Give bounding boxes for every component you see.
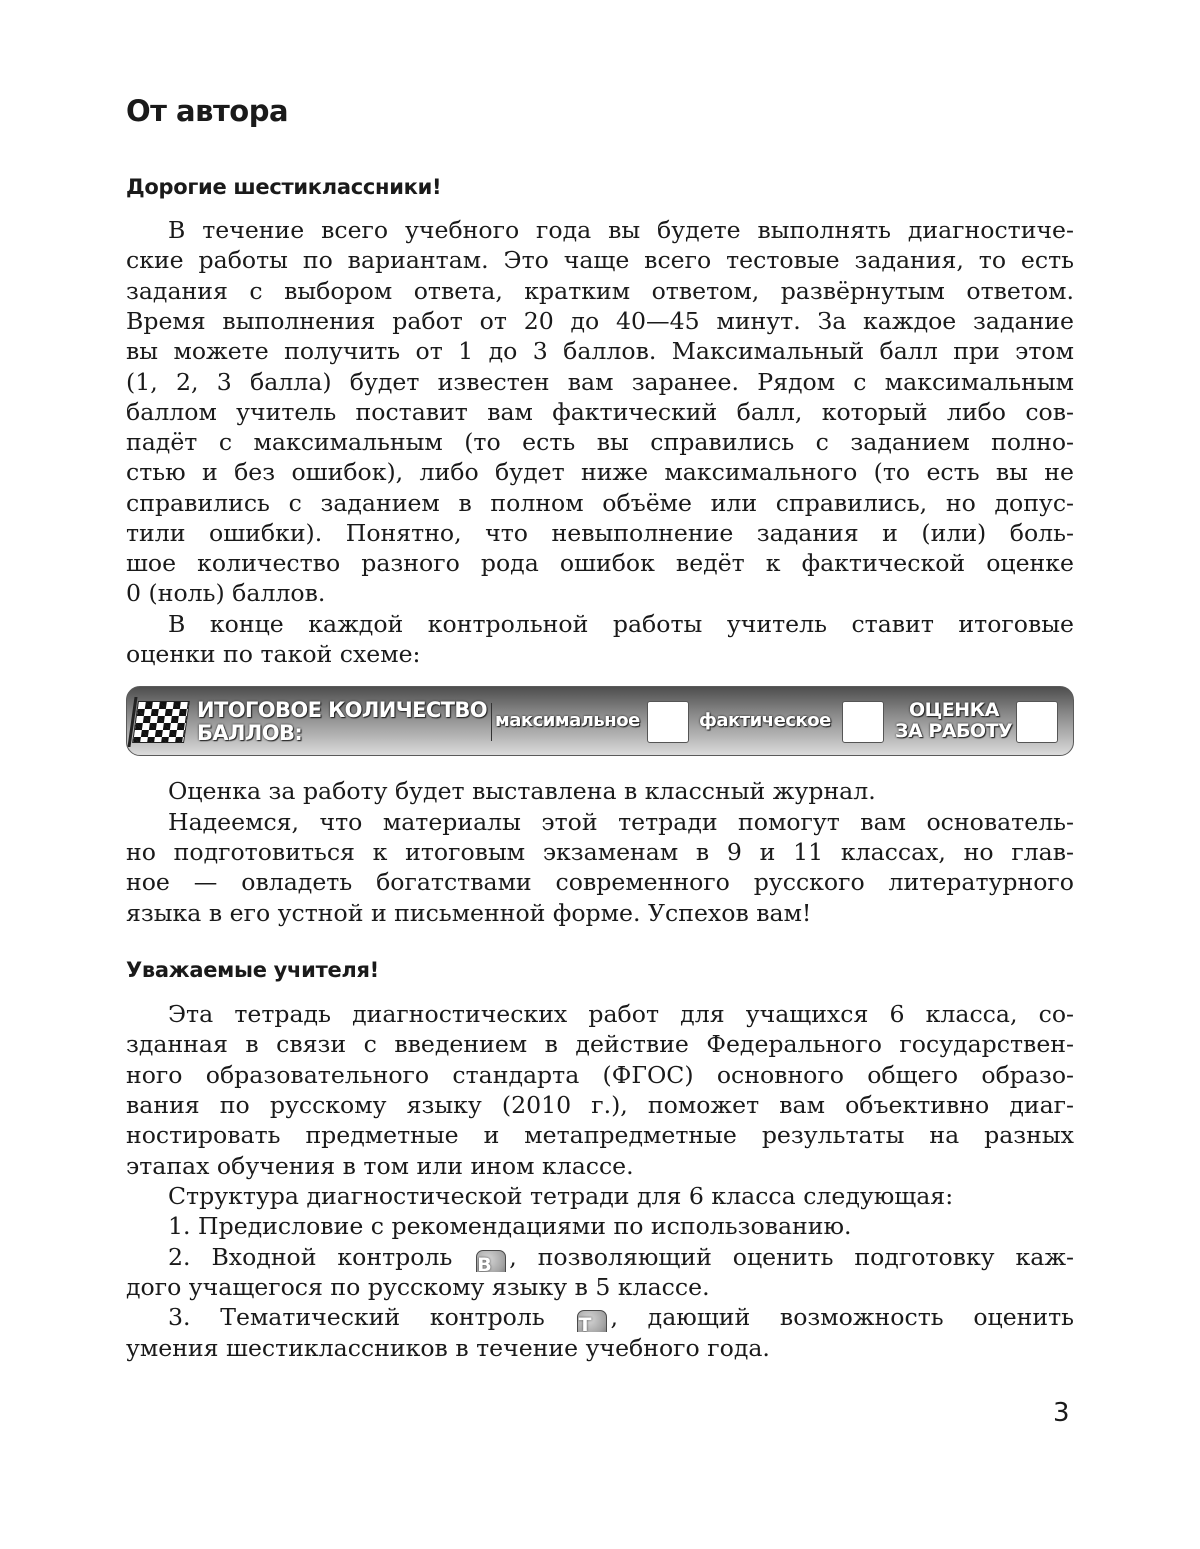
text-line: этапах обучения в том или ином классе.	[126, 1152, 634, 1180]
list-item-text: 3. Тематический контроль	[168, 1303, 545, 1331]
text-line: Время выполнения работ от 20 до 40—45 минут. За каждое задание	[126, 307, 1074, 335]
actual-score-box	[842, 701, 884, 743]
text-line: справились с заданием в полном объёме или справились, но допус-	[126, 489, 1074, 517]
text-line: Эта тетрадь диагностических работ для учащихся 6 класса, со-	[168, 1000, 1074, 1028]
actual-score-label: фактическое	[699, 710, 831, 731]
text-line: (1, 2, 3 балла) будет известен вам заранее. Рядом с максимальным	[126, 368, 1074, 396]
grade-label: ОЦЕНКА	[909, 699, 999, 721]
text-line: ностировать предметные и метапредметные результаты на разных	[126, 1121, 1074, 1149]
text-line: тили ошибки). Понятно, что невыполнение задания и (или) боль-	[126, 519, 1074, 547]
banner-divider	[491, 703, 492, 741]
teachers-heading: Уважаемые учителя!	[126, 958, 379, 982]
text-line: падёт с максимальным (то есть вы справились с заданием полно-	[126, 428, 1074, 456]
list-item	[168, 1242, 1074, 1272]
text-line: шое количество разного рода ошибок ведёт к фактической оценке	[126, 549, 1074, 577]
checkered-flag-icon	[132, 701, 190, 743]
text-line: Оценка за работу будет выставлена в классный журнал.	[168, 777, 876, 805]
students-heading: Дорогие шестиклассники!	[126, 175, 442, 199]
text-line: задания с выбором ответа, кратким ответом, развёрнутым ответом.	[126, 277, 1074, 305]
text-line: В течение всего учебного года вы будете выполнять диагностиче-	[168, 216, 1074, 244]
score-banner	[126, 686, 1074, 756]
grade-box	[1016, 701, 1058, 743]
text-line: стью и без ошибок), либо будет ниже максимального (то есть вы не	[126, 458, 1074, 486]
text-line: ские работы по вариантам. Это чаще всего тестовые задания, то есть	[126, 246, 1074, 274]
text-line: вы можете получить от 1 до 3 баллов. Максимальный балл при этом	[126, 337, 1074, 365]
text-line: языка в его устной и письменной форме. Успехов вам!	[126, 899, 812, 927]
thematic-control-badge-icon: Т	[577, 1310, 607, 1332]
text-line: но подготовиться к итоговым экзаменам в 9 и 11 классах, но глав-	[126, 838, 1074, 866]
grade-label: ЗА РАБОТУ	[895, 720, 1013, 742]
text-line: зданная в связи с введением в действие Федерального государствен-	[126, 1030, 1074, 1058]
banner-title: ИТОГОВОЕ КОЛИЧЕСТВО	[197, 698, 488, 722]
banner-title: БАЛЛОВ:	[197, 721, 303, 745]
text-line: вания по русскому языку (2010 г.), поможет вам объективно диаг-	[126, 1091, 1074, 1119]
list-item-text: 2. Входной контроль	[168, 1243, 453, 1271]
text-line: 0 (ноль) баллов.	[126, 579, 326, 607]
max-score-box	[647, 701, 689, 743]
list-item: 1. Предисловие с рекомендациями по использованию.	[168, 1212, 852, 1240]
max-score-label: максимальное	[495, 710, 640, 731]
text-line: дого учащегося по русскому языку в 5 классе.	[126, 1273, 710, 1301]
text-line: умения шестиклассников в течение учебного года.	[126, 1334, 770, 1362]
page-number: 3	[1053, 1398, 1070, 1428]
list-item-text: , позволяющий оценить подготовку каж-	[509, 1243, 1074, 1271]
text-line: Структура диагностической тетради для 6 класса следующая:	[168, 1182, 954, 1210]
list-item-text: , дающий возможность оценить	[610, 1303, 1074, 1331]
text-line: Надеемся, что материалы этой тетради помогут вам основатель-	[168, 808, 1074, 836]
page-title: От автора	[126, 94, 289, 128]
text-line: В конце каждой контрольной работы учитель ставит итоговые	[168, 610, 1074, 638]
text-line: оценки по такой схеме:	[126, 640, 421, 668]
text-line: баллом учитель поставит вам фактический балл, который либо сов-	[126, 398, 1074, 426]
text-line: ное — овладеть богатствами современного русского литературного	[126, 868, 1074, 896]
text-line: ного образовательного стандарта (ФГОС) основного общего образо-	[126, 1061, 1074, 1089]
list-item	[168, 1302, 1074, 1332]
entry-control-badge-icon: В	[476, 1250, 506, 1272]
